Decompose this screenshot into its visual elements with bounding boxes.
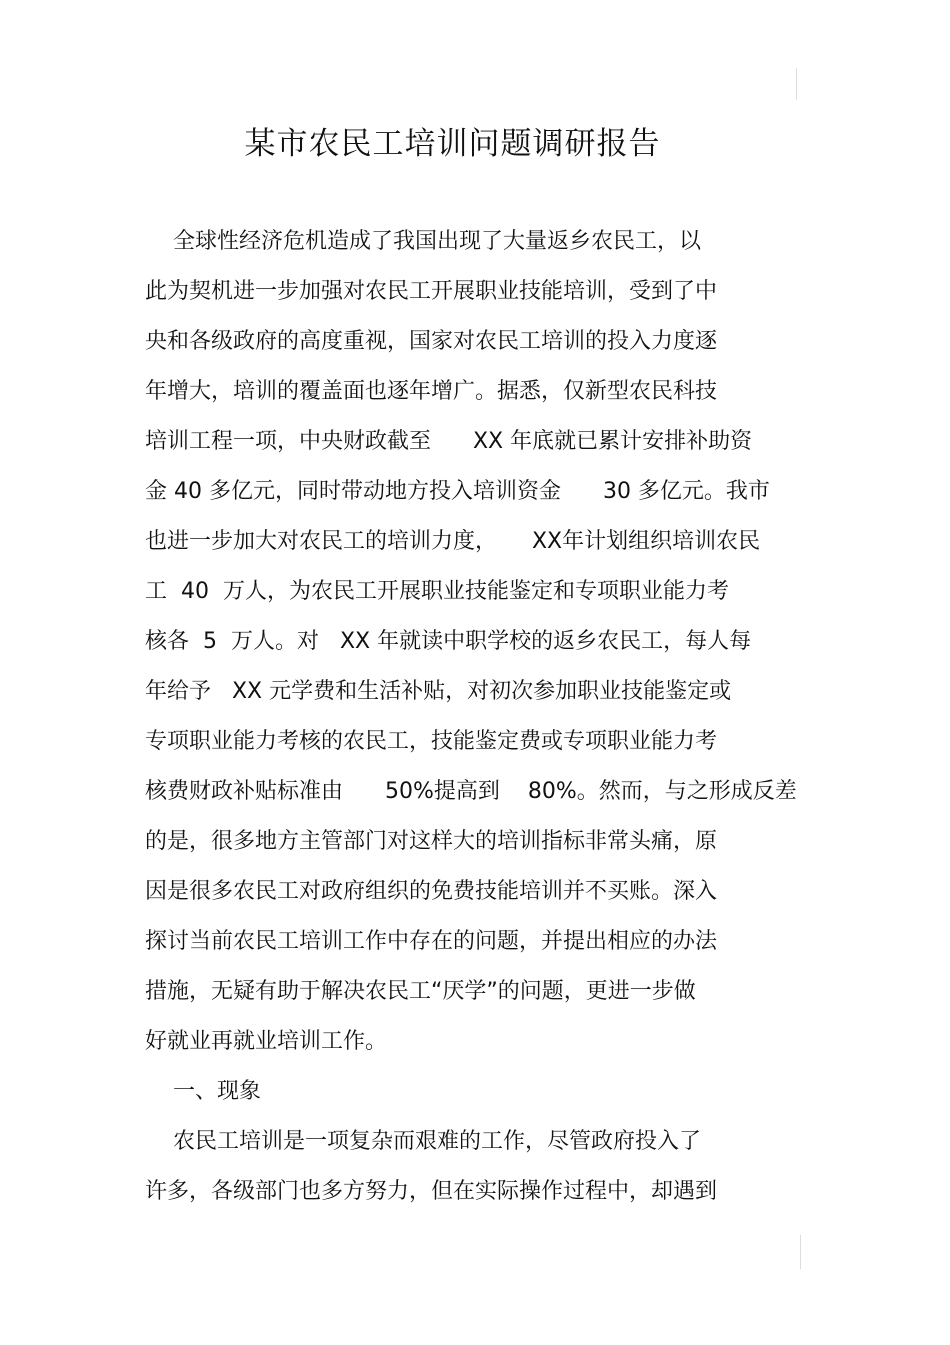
body-line: 好就业再就业培训工作。 (145, 1029, 388, 1054)
body-line: 农民工培训是一项复杂而艰难的工作，尽管政府投入了 (145, 1129, 701, 1154)
top-right-margin-mark (796, 68, 797, 100)
body-line: 年给予 XX 元学费和生活补贴，对初次参加职业技能鉴定或 (145, 679, 732, 704)
document-title: 某市农民工培训问题调研报告 (244, 126, 661, 162)
body-line: 因是很多农民工对政府组织的免费技能培训并不买账。深入 (145, 879, 718, 904)
body-line: 金 40 多亿元，同时带动地方投入培训资金 30 多亿元。我市 (145, 479, 770, 504)
body-line: 措施，无疑有助于解决农民工“厌学”的问题，更进一步做 (145, 979, 696, 1004)
body-line: 央和各级政府的高度重视，国家对农民工培训的投入力度逐 (145, 329, 718, 354)
body-line: 核各 5 万人。对 XX 年就读中职学校的返乡农民工，每人每 (145, 629, 752, 654)
bottom-right-margin-mark (800, 1235, 801, 1269)
body-line: 培训工程一项，中央财政截至 XX 年底就已累计安排补助资 (145, 429, 753, 454)
body-line: 探讨当前农民工培训工作中存在的问题，并提出相应的办法 (145, 929, 718, 954)
body-line: 一、现象 (145, 1079, 261, 1104)
body-line: 许多，各级部门也多方努力，但在实际操作过程中，却遇到 (145, 1179, 718, 1204)
body-line: 此为契机进一步加强对农民工开展职业技能培训，受到了中 (145, 279, 718, 304)
body-line: 的是，很多地方主管部门对这样大的培训指标非常头痛，原 (145, 829, 718, 854)
body-line: 核费财政补贴标准由 50%提高到 80%。然而，与之形成反差 (145, 779, 797, 804)
body-line: 专项职业能力考核的农民工，技能鉴定费或专项职业能力考 (145, 729, 718, 754)
body-line: 全球性经济危机造成了我国出现了大量返乡农民工，以 (145, 229, 701, 254)
body-line: 年增大，培训的覆盖面也逐年增广。据悉，仅新型农民科技 (145, 379, 718, 404)
body-line: 也进一步加大对农民工的培训力度， XX年计划组织培训农民 (145, 529, 761, 554)
body-line: 工 40 万人，为农民工开展职业技能鉴定和专项职业能力考 (145, 579, 729, 604)
